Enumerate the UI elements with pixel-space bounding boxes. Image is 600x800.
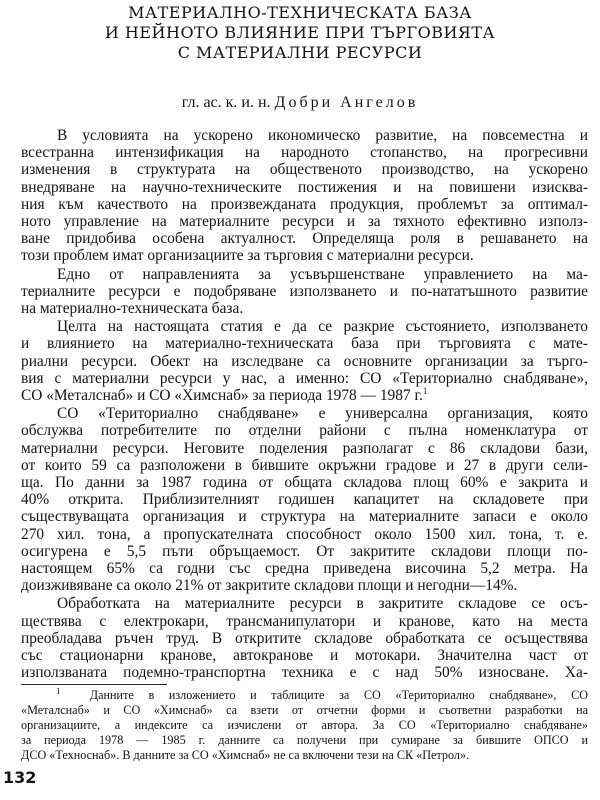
body-line: използваната подемно-транспортна техника е с над 50% износване. Ха-	[21, 664, 588, 681]
body-line: материални ресурси. Неговите поделения разполагат с 86 складови бази,	[21, 440, 588, 457]
footnote-line	[56, 688, 588, 703]
body-line: със стационарни кранове, автокранове и мотокари. Значителна част от	[21, 647, 588, 664]
body-line: на материално-техническата база.	[21, 300, 244, 317]
body-line: Едно от направленията за усъвършенстване управлението на ма-	[57, 266, 588, 283]
footnote-text: Данните в изложението и таблиците за СО «Териториално снабдяване», СО	[89, 688, 588, 702]
article-title-line-1: МАТЕРИАЛНО-ТЕХНИЧЕСКАТА БАЗА	[128, 3, 472, 22]
body-line: ществява с електрокари, трансманипулатори и кранове, като на места	[21, 613, 588, 630]
author-title: гл. ас. к. и. н.	[181, 94, 271, 111]
body-line: обслужва потребителите по отделни райони с пълна номенклатура от	[21, 422, 588, 439]
body-line: осигурена е 5,5 пъти обръщаемост. От закритите складови площи по-	[21, 543, 588, 560]
article-title-line-3: С МАТЕРИАЛНИ РЕСУРСИ	[177, 43, 423, 62]
body-line: от които 59 са разположени в бившите окръжни градове и 27 в други сели-	[21, 457, 588, 474]
footnote-marker: 1	[422, 387, 428, 396]
footnote-number: 1	[56, 688, 61, 696]
body-line: СО «Териториално снабдяване» е универсална организация, която	[57, 405, 588, 422]
body-line: В условията на ускорено икономическо развитие, на повсеместна и	[57, 127, 588, 144]
body-line: всестранна интензификация на народното стопанство, на прогресивни	[21, 144, 588, 161]
body-line: 270 хил. тона, а пропускателната способност около 1500 хил. тона, т. е.	[21, 526, 588, 543]
body-line: 40% открита. Приблизителният годишен капацитет на складовете при	[21, 491, 588, 508]
body-line: риални ресурси. Обект на изследване са основните организации за търго-	[21, 353, 588, 370]
article-title-line-2: И НЕЙНОТО ВЛИЯНИЕ ПРИ ТЪРГОВИЯТА	[104, 23, 496, 42]
footnote-line: «Металснаб» и СО «Химснаб» са взети от отчетни форми и съответни разработки на	[21, 703, 588, 717]
body-line: ща. По данни за 1987 година от общата складова площ 60% е закрита и	[21, 474, 588, 491]
body-line: доизживяване са около 21% от закритите складови площи и негодни—14%.	[21, 577, 518, 594]
author-byline	[0, 93, 600, 113]
body-line: Целта на настоящата статия е да се разкрие състоянието, използването	[57, 318, 588, 335]
body-line-text: СО «Металснаб» и СО «Химснаб» за периода 1978 — 1987 г.	[21, 387, 423, 404]
footnote-line: ДСО «Техноснаб». В данните за СО «Химснаб» не са включени тези на СК «Петрол».	[21, 748, 470, 762]
body-line	[21, 387, 588, 404]
body-line: изменения в структурата на общественото производство, на ускорено	[21, 161, 588, 178]
body-line: този проблем имат организациите за търговия с материални ресурси.	[21, 247, 474, 264]
body-line: внедряване на научно-техническите постижения и на повишени изисква-	[21, 179, 588, 196]
footnote-line: за периода 1978 — 1985 г. данните са получени при сумиране за бившите ОПСО и	[21, 733, 588, 747]
body-line: вия с материални ресурси у нас, а именно: СО «Териториално снабдяване»,	[21, 370, 588, 387]
body-line: ване придобива особена актуалност. Определяща роля в решаването на	[21, 230, 588, 247]
page-number: 132	[3, 768, 37, 787]
body-line: преобладава ръчен труд. В откритите складове обработката се осъществява	[21, 630, 588, 647]
footnote-line: организациите, а индексите са изчислени от автора. За СО «Териториално снабдяване»	[21, 718, 588, 732]
body-line: ното управление на материалните ресурси и за тяхното ефективно използ-	[21, 213, 588, 230]
footnote-divider	[21, 684, 167, 685]
body-line: съществуващата организация и структура на материалните запаси е около	[21, 508, 588, 525]
body-line: териалните ресурси е подобряване използването и по-нататъшното развитие	[21, 283, 588, 300]
body-line: и влиянието на материално-техническата база при търговията с мате-	[21, 335, 588, 352]
body-line: ния към качеството на произвежданата продукция, проблемът за оптимал-	[21, 196, 588, 213]
author-name: Добри Ангелов	[274, 94, 419, 111]
body-line: Обработката на материалните ресурси в закритите складове се осъ-	[57, 595, 588, 612]
body-line: настоящем 65% са годни със средна приведена височина 5,2 метра. На	[21, 560, 588, 577]
